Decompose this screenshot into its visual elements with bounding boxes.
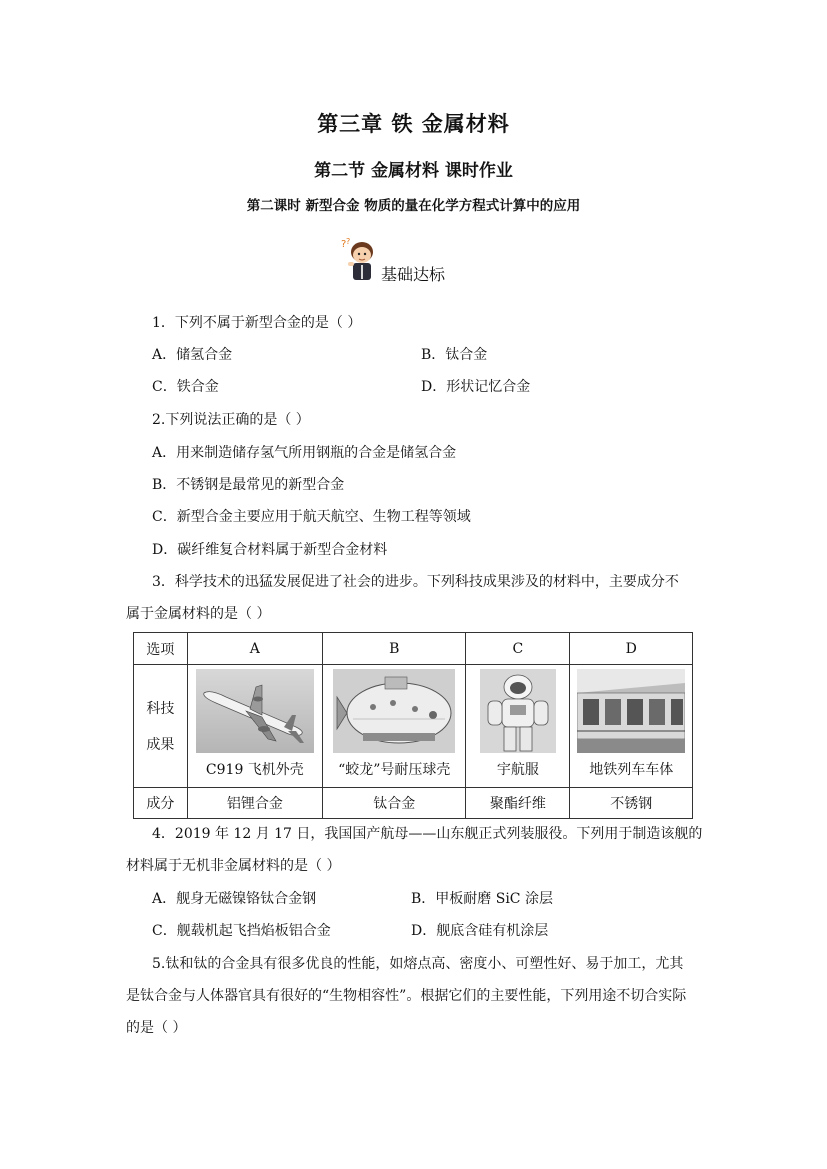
table-header-cell: C [466, 633, 570, 665]
row-label-line: 成果 [146, 737, 175, 753]
caption-submersible: “蛟龙”号耐压球壳 [338, 762, 451, 778]
lesson-title: 第二课时 新型合金 物质的量在化学方程式计算中的应用 [246, 198, 581, 214]
component-cell: 不锈钢 [570, 788, 693, 819]
row-label-line: 科技 [146, 701, 175, 717]
airplane-image [196, 669, 314, 753]
table-header-cell: A [187, 633, 322, 665]
cell-spacesuit [466, 665, 570, 788]
spacesuit-image [480, 669, 556, 753]
row-label-achievement [134, 665, 188, 788]
q4-stem-line2: 材料属于无机非金属材料的是（ ） [126, 858, 341, 874]
submersible-image [333, 669, 455, 753]
component-cell: 聚酯纤维 [466, 788, 570, 819]
subway-train-image [577, 669, 685, 753]
caption-spacesuit: 宇航服 [496, 762, 539, 778]
q1-option-d: D．形状记忆合金 [421, 379, 531, 395]
q1-option-b: B．钛合金 [421, 347, 488, 363]
q5-stem-line3: 的是（ ） [126, 1020, 187, 1036]
q2-option-d: D．碳纤维复合材料属于新型合金材料 [152, 542, 388, 558]
q5-stem-line1: 5.钛和钛的合金具有很多优良的性能，如熔点高、密度小、可塑性好、易于加工，尤其 [152, 956, 684, 972]
component-cell: 钛合金 [323, 788, 466, 819]
q2-option-c: C．新型合金主要应用于航天航空、生物工程等领域 [152, 509, 471, 525]
q4-stem-line1: 4．2019 年 12 月 17 日，我国国产航母——山东舰正式列装服役。下列用于制造该舰的 [152, 826, 703, 842]
q2-option-b: B．不锈钢是最常见的新型合金 [152, 477, 345, 493]
q3-table [133, 632, 693, 819]
q4-option-c: C．舰载机起飞挡焰板铝合金 [152, 923, 331, 939]
q4-option-a: A．舰身无磁镍铬钛合金钢 [152, 891, 317, 907]
cell-subway [570, 665, 693, 788]
q1-option-a: A．储氢合金 [152, 347, 233, 363]
q4-option-b: B．甲板耐磨 SiC 涂层 [411, 891, 553, 907]
row-label-component: 成分 [134, 788, 188, 819]
q1-option-c: C．铁合金 [152, 379, 219, 395]
q5-stem-line2: 是钛合金与人体器官具有很好的“生物相容性”。根据它们的主要性能，下列用途不切合实际 [126, 988, 687, 1004]
chapter-title: 第三章 铁 金属材料 [317, 111, 510, 136]
thinking-boy-icon [340, 236, 380, 282]
q3-stem-line1: 3．科学技术的迅猛发展促进了社会的进步。下列科技成果涉及的材料中，主要成分不 [152, 574, 679, 590]
cell-airplane [187, 665, 322, 788]
badge-label: 基础达标 [381, 265, 446, 284]
table-header-cell: D [570, 633, 693, 665]
caption-subway: 地铁列车车体 [589, 762, 674, 778]
q3-stem-line2: 属于金属材料的是（ ） [126, 606, 271, 622]
svg-text:?: ? [341, 239, 347, 250]
q2-stem: 2.下列说法正确的是（ ） [152, 412, 310, 428]
section-title: 第二节 金属材料 课时作业 [314, 161, 513, 181]
cell-submersible [323, 665, 466, 788]
q4-option-d: D．舰底含硅有机涂层 [411, 923, 549, 939]
q2-option-a: A．用来制造储存氢气所用钢瓶的合金是储氢合金 [152, 445, 457, 461]
table-header-cell: 选项 [134, 633, 188, 665]
table-header-cell: B [323, 633, 466, 665]
caption-airplane: C919 飞机外壳 [205, 762, 304, 778]
q1-stem: 1．下列不属于新型合金的是（ ） [152, 315, 362, 331]
svg-text:?: ? [346, 237, 351, 246]
component-cell: 铝锂合金 [187, 788, 322, 819]
